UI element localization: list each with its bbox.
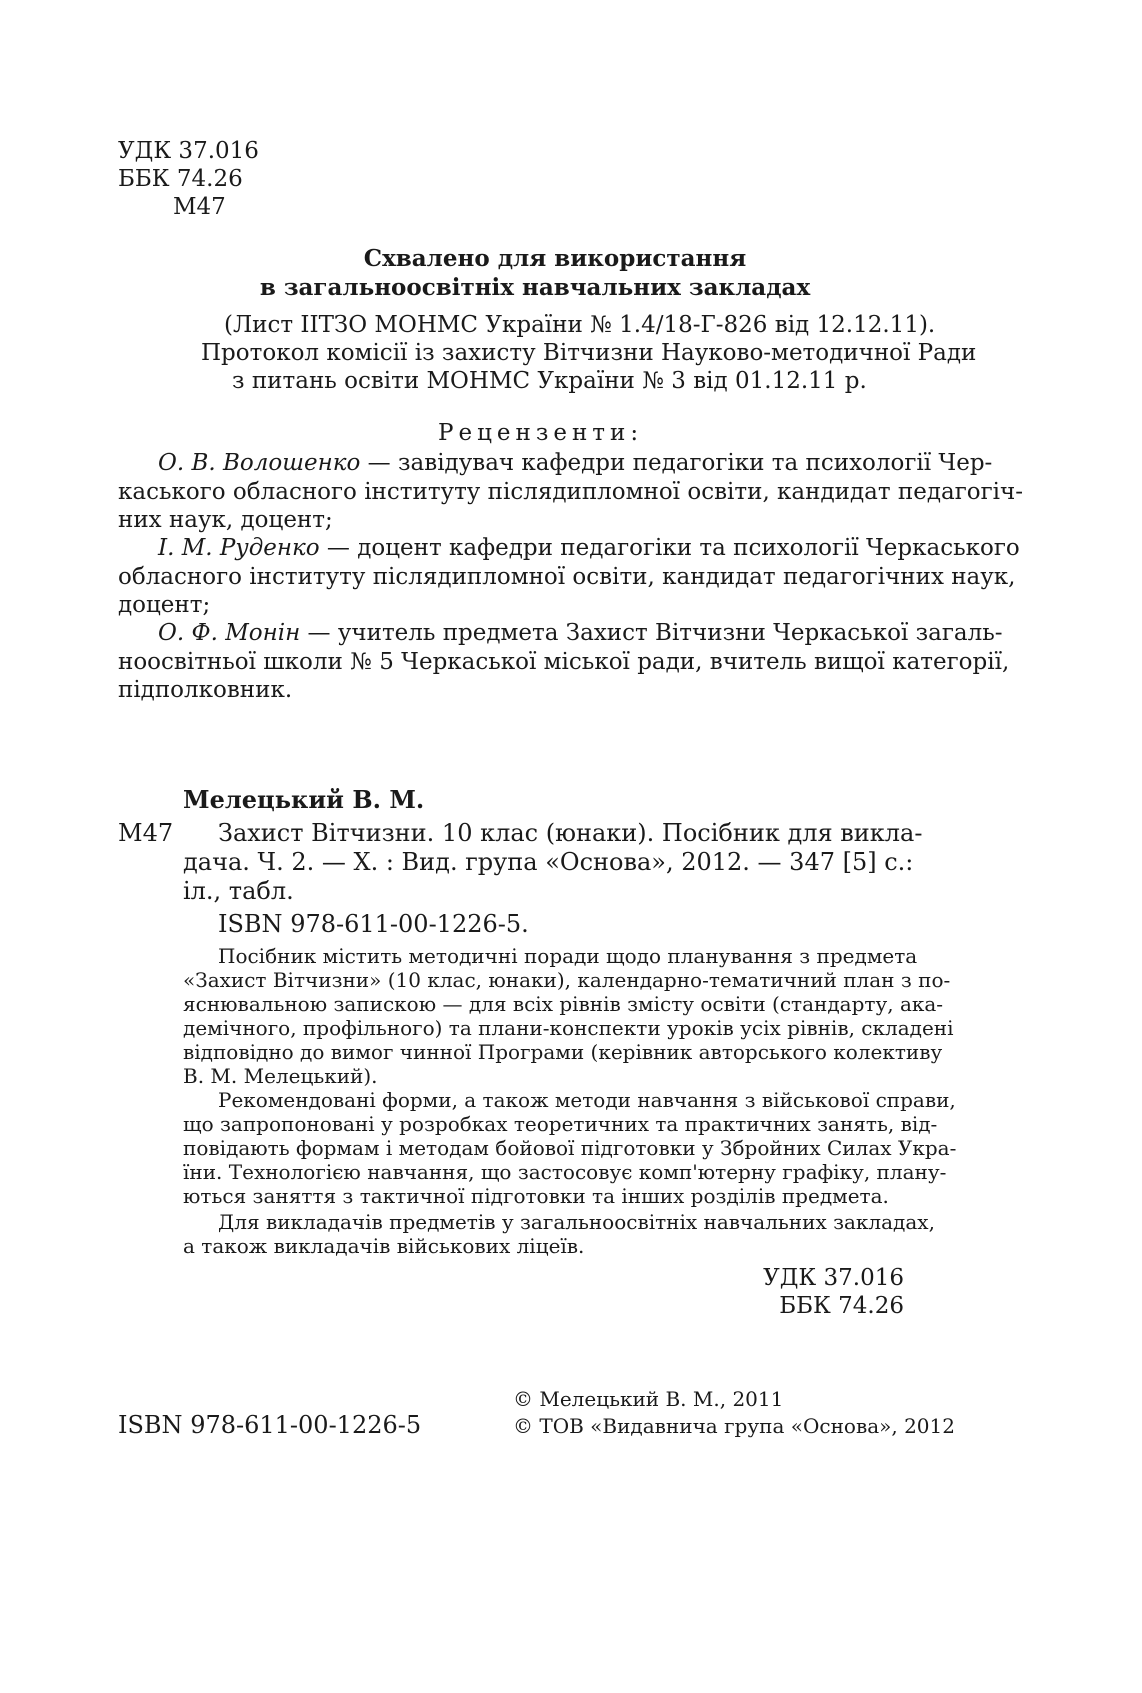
reviewer-2-line-1: І. М. Руденко — доцент кафедри педагогіки та психології Черкаського: [158, 535, 1020, 561]
reviewer-3-line-3: підполковник.: [118, 677, 293, 703]
reviewer-1-line-2: каського обласного інституту післядипломної освіти, кандидат педагогіч-: [118, 479, 1023, 505]
approval-ref-3: з питань освіти МОНМС України № 3 від 01.12.11 р.: [232, 368, 867, 394]
abstract-line: Для викладачів предметів у загальноосвітніх навчальних закладах,: [218, 1210, 935, 1234]
bbk-code: ББК 74.26: [118, 166, 243, 192]
abstract-line: а також викладачів військових ліцеїв.: [183, 1234, 585, 1258]
reviewer-1-name: О. В. Волошенко: [158, 450, 361, 476]
reviewer-1-line-3: них наук, доцент;: [118, 507, 333, 533]
abstract-line: Рекомендовані форми, а також методи навчання з військової справи,: [218, 1088, 956, 1112]
abstract-line: ються заняття з тактичної підготовки та інших розділів предмета.: [183, 1184, 889, 1208]
reviewer-3-line-2: ноосвітньої школи № 5 Черкаської міської ради, вчитель вищої категорії,: [118, 649, 1010, 675]
approval-line-2: в загальноосвітніх навчальних закладах: [259, 274, 811, 301]
copyright-publisher: © ТОВ «Видавнича група «Основа», 2012: [513, 1414, 955, 1438]
abstract-line: В. М. Мелецький).: [183, 1064, 378, 1088]
catalog-bbk: ББК 74.26: [779, 1293, 904, 1319]
catalog-mark: М47: [118, 819, 174, 847]
udk-code: УДК 37.016: [118, 138, 259, 164]
reviewer-3-name: О. Ф. Монін: [158, 620, 301, 646]
abstract-line: «Захист Вітчизни» (10 клас, юнаки), календарно-тематичний план з по-: [183, 968, 951, 992]
catalog-title-line-2: дача. Ч. 2. — Х. : Вид. група «Основа», 2012. — 347 [5] с.:: [183, 848, 914, 876]
reviewer-2-name: І. М. Руденко: [158, 535, 320, 561]
abstract-line: яснювальною запискою — для всіх рівнів змісту освіти (стандарту, ака-: [183, 992, 944, 1016]
abstract-line: Посібник містить методичні поради щодо планування з предмета: [218, 944, 918, 968]
abstract-line: демічного, профільного) та плани-конспекти уроків усіх рівнів, складені: [183, 1016, 954, 1040]
catalog-author: Мелецький В. М.: [183, 785, 425, 814]
approval-ref-1: (Лист ІІТЗО МОНМС України № 1.4/18-Г-826 від 12.12.11).: [224, 312, 936, 338]
abstract-line: їни. Технологією навчання, що застосовує комп'ютерну графіку, плану-: [183, 1160, 947, 1184]
catalog-title-line-1: Захист Вітчизни. 10 клас (юнаки). Посібник для викла-: [218, 819, 923, 847]
reviewer-1-line-1: О. В. Волошенко — завідувач кафедри педагогіки та психології Чер-: [158, 450, 993, 476]
approval-line-1: Схвалено для використання: [363, 245, 747, 272]
abstract-line: що запропоновані у розробках теоретичних та практичних занять, від-: [183, 1112, 938, 1136]
abstract-line: повідають формам і методам бойової підготовки у Збройних Силах Укра-: [183, 1136, 957, 1160]
catalog-isbn: ISBN 978-611-00-1226-5.: [218, 910, 529, 938]
footer-isbn: ISBN 978-611-00-1226-5: [118, 1411, 422, 1439]
copyright-author: © Мелецький В. М., 2011: [513, 1387, 784, 1411]
catalog-udk: УДК 37.016: [763, 1265, 904, 1291]
reviewer-3-line-1: О. Ф. Монін — учитель предмета Захист Вітчизни Черкаської загаль-: [158, 620, 1003, 646]
reviewer-2-line-2: обласного інституту післядипломної освіти, кандидат педагогічних наук,: [118, 564, 1016, 590]
abstract-line: відповідно до вимог чинної Програми (керівник авторського колективу: [183, 1040, 943, 1064]
approval-ref-2: Протокол комісії із захисту Вітчизни Науково-методичної Ради: [201, 340, 977, 366]
author-mark: М47: [173, 194, 226, 220]
reviewer-2-line-3: доцент;: [118, 592, 211, 618]
catalog-title-line-3: іл., табл.: [183, 877, 294, 905]
reviewers-heading: Рецензенти:: [438, 420, 644, 446]
